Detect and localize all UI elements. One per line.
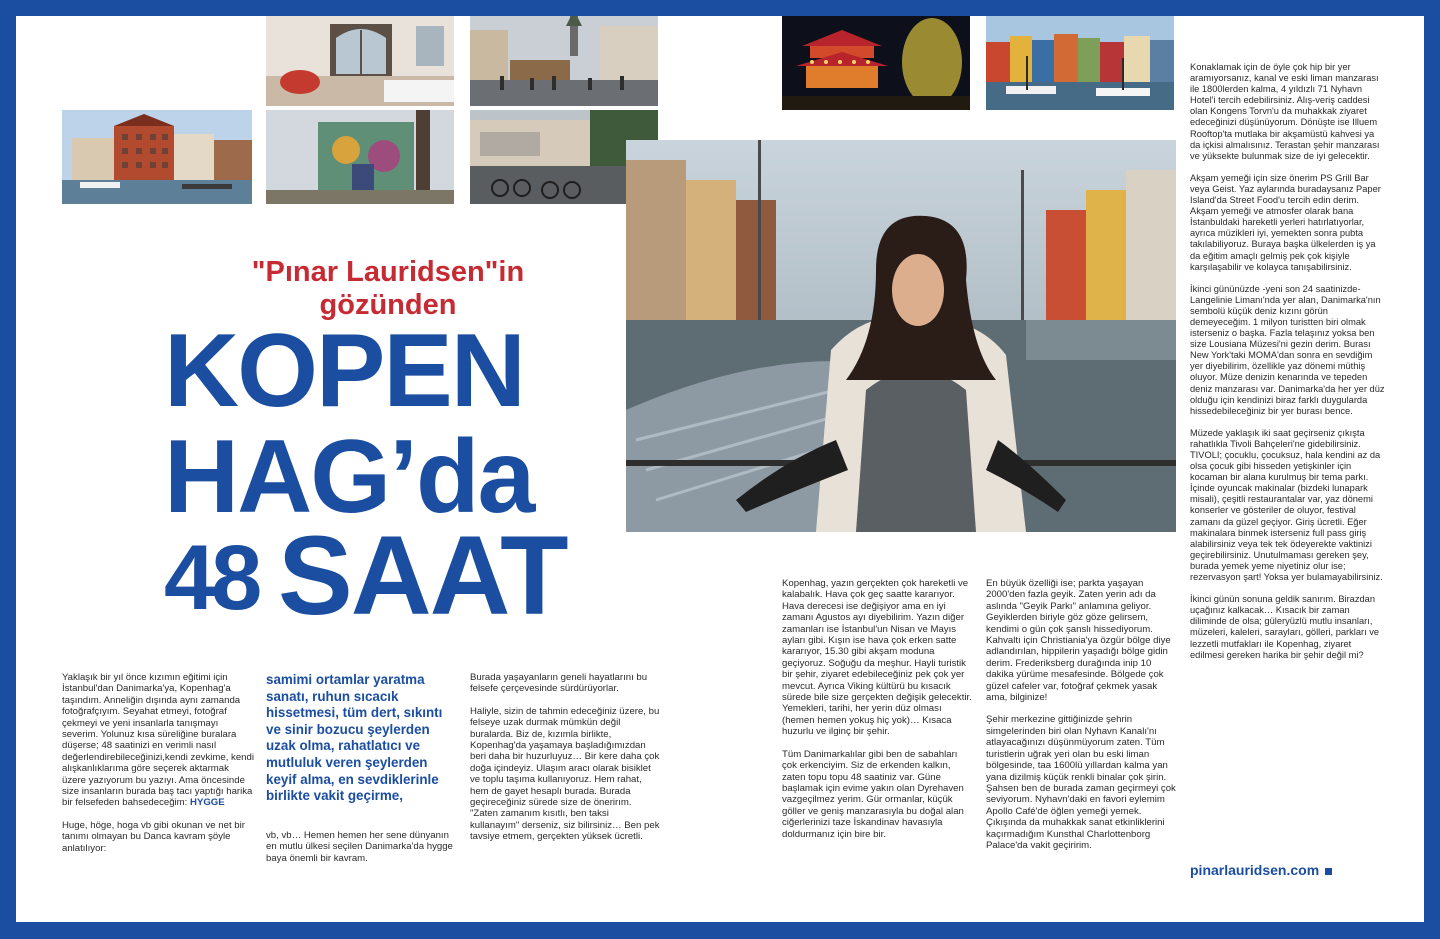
title-line-saat: SAAT: [278, 513, 567, 638]
harbor-warehouses-photo: [62, 110, 252, 204]
column-1-paragraph-2: Huge, höge, hoga vb gibi okunan ve net bir tanımı olmayan bu Danca kavram şöyle anlatılıyor:: [62, 819, 245, 854]
column-6-paragraph-1: Konaklamak için de öyle çok hip bir yer aramıyorsanız, kanal ve eski liman manzarası ile 1800lerden kalma, 4 yıldızlı 71 Nyhavn Hotel'i tercih edebilirsiniz. Alış-veriş caddesi olan Kongens Torvn'u da muhakkak ziyaret edeceğinizi düşünüyorum. Dönüşte ise Illuem Rooftop'ta mutlaka bir akşamüstü kahvesi ya da içkisi almalısınız. Terastan şehir manzarası ve yüksekte bulunmak size de iyi gelecektir.: [1190, 62, 1380, 161]
subtitle-line-1: "Pınar Lauridsen"in: [251, 256, 525, 288]
column-6-paragraph-5: İkinci günün sonuna geldik sanırım. Birazdan uçağınız kalkacak… Kısacık bir zaman diliminde de olsa; güleryüzlü mutlu insanları, müzeleri, kaleleri, sarayları, gölleri, parkları ve lezzetli mutfakları ile Kopenhag, ziyaret edilmesi gereken harika bir şehir değil mi?: [1190, 594, 1380, 660]
title-line-hagda: HAG’da: [164, 419, 534, 535]
article-column-5: [986, 578, 1176, 862]
hygge-highlight: HYGGE: [190, 797, 225, 809]
magazine-spread: [16, 16, 1424, 922]
christiania-mural-photo: [266, 110, 454, 204]
article-column-3: [470, 672, 660, 854]
column-1-paragraph-1: [62, 672, 254, 809]
end-mark-square-icon: [1325, 868, 1332, 875]
title-line-kopen: KOPEN: [164, 313, 524, 429]
subtitle-line-2: gözünden: [319, 289, 457, 321]
column-3-paragraph-2: Haliyle, sizin de tahmin edeceğiniz üzere, bu felseye uzak durmak mümkün değil buralarda. Biz de, kızımla birlikte, Kopenhag'da yaşamaya başladığımızdan beri daha bir huzurluyuz… Bir kere daha çok doğa içindeyiz. Ulaşım aracı olarak bisiklet ve toplu taşıma kullanıyoruz. Hem rahat, hem de gayet hesaplı burada. Burada geçireceğiniz sürede size de önerirım. "Zaten zamanım kısıtlı, ben taksi kullanayım" derseniz, siz bilirsiniz… Ben pek tavsiye etmem, gerçekten yüksek ücretli.: [470, 705, 660, 843]
column-4-paragraph-2: Tüm Danimarkalılar gibi ben de sabahları çok erkenciyim. Siz de erkenden kalkın, zaten topu topu 48 saatiniz var. Güne başlamak için evime yakın olan Dyrehaven vazgeçilmez yerim. Gür ormanlar, küçük göller ve geniş manzarasıyla bu doğal alan ciğerlerinizi taze İskandinav havasıyla doldurmanız için bire bir.: [782, 748, 964, 840]
column-6-paragraph-4: Müzede yaklaşık iki saat geçirseniz çıkışta rahatlıkla Tivoli Bahçeleri'ne gidebilirsiniz. TIVOLI; çocuklu, çocuksuz, hala kendini az da olsa çocuk gibi hisseden yetişkinler için kocaman bir alana kurulmuş bir tema parkı. İçinde oyuncak makinalar (bizdeki lunapark misali), çeşitli restaurantalar var, yaz dönemi konserler ve gösteriler de oluyor, festival zamanı da güzel geçiyor. Giriş ücretli. Eğer makinalara binmek isterseniz full pass giriş alabilirsiniz veya tek tek ödeyerekte vaktinizi geçirebilirsiniz. Unutulmaması gereken şey, burada yemek yeme niyetiniz olur ise; rezervasyon şart! Yoksa yer bulamayabilirsiniz.: [1190, 427, 1383, 583]
portrait-at-canal-photo: [626, 140, 1176, 532]
column-1-intro-text: Yaklaşık bir yıl önce kızımın eğitimi için İstanbul'dan Danimarka'ya, Kopenhag'a taşındım. Anneliğin dışında aynı zamanda fotoğrafçıyım. Seyahat etmeyi, fotoğraf çekmeyi ve yeni insanlarla tanışmayı severim. Yolunuz kısa süreliğine buralara düşerse; 48 saatinizi en verimli nasıl değerlendirebileceğinizi,kendi zevkime, kendi alışkanlıklarıma göre seçerek aktarmak üzere yazıyorum bu yazıyı. Ama öncesinde size insanların burada baş tacı yaptığı harika bir felsefeden bahsedeceğim:: [62, 672, 254, 809]
column-6-paragraph-3: İkinci gününüzde -yeni son 24 saatinizde- Langelinie Limanı'nda yer alan, Danimarka'nın sembolü küçük deniz kızını görün demeyeceğim. 1 milyon turistten biri olmak isterseniz o başka. Fazla telaşınız yoksa ben size Lousiana Müzesi'ni gezin derim. Burası New York'taki MOMA'dan sonra en sevdiğim yer diyebilirim, özellikle yaz dönemi müthiş oluyor. Müze denizin kenarında ve tepeden deniz manzarası var. Danimarka'da her yer düz olduğu için kendinizi biraz farklı duygularda hissedebileceğiniz bir yer burası bence.: [1190, 283, 1385, 416]
column-2-after-quote: vb, vb… Hemen hemen her sene dünyanın en mutlu ülkesi seçilen Danimarka'da hygge baya önemli bir kavram.: [266, 830, 453, 864]
article-column-4: [782, 578, 972, 851]
column-4-paragraph-1: Kopenhag, yazın gerçekten çok hareketli ve kalabalık. Hava çok geç saatte kararıyor. Hava derecesi ise değişiyor ama en iyi zamanı Agustos ayı diyebilirim. Yazın diğer zamanları ise İstanbul'un Nisan ve Mayıs ayları gibi. Kışın ise hava çok erken satte kararıyor, 15.30 gibi akşam moduna geçiyoruz. Soğuğu da meşhur. Hayli turistik bir şehir, ziyaret edebileceğiniz pek çok yer mevcut. Ayrıca Viking kültürü bu kısacık sürede bile size gerçekten değişik gelecektir. Yemekleri, tarihi, her yerin düz olması (hemen hemen yokuş hiç yok)… Kısaca huzurlu ve ilginç bir şehir.: [782, 578, 972, 738]
article-column-1: [62, 672, 254, 865]
column-3-paragraph-1: Burada yaşayanların geneli hayatlarını bu felsefe çerçevesinde sürdürüyorlar.: [470, 672, 648, 695]
website-link[interactable]: pinarlauridsen.com: [1190, 862, 1320, 878]
nyhavn-colorful-houses-photo: [986, 16, 1174, 110]
column-5-paragraph-2: Şehir merkezine gittiğinizde şehrin simgelerinden biri olan Nyhavn Kanalı'nı atlayacağınızı düşünmüyorum zaten. Tüm turistlerin uğrak yeri olan bu eski liman bölgesinde, taa 1600lü yıllardan kalma yan yana dizilmiş küçük renkli binalar çok şirin. Şahsen ben de burada zaman geçirmeyi çok seviyorum. Nyhavn'daki en favori eylemim Apollo Café'de öğlen yemeği yemek. Çıkışında da muhakkak sanat etkinliklerini kaçırmadığım Kunsthal Charlottenborg Palace'da vakit geçiririm.: [986, 714, 1176, 851]
title-line-48: 48: [164, 527, 259, 629]
tivoli-night-photo: [782, 16, 970, 110]
article-column-6: [1190, 62, 1386, 672]
pull-quote: samimi ortamlar yaratma sanatı, ruhun sıcacık hissetmesi, tüm dert, sıkıntı ve sinir bozucu şeylerden uzak olma, rahatlatıcı ve mutluluk veren şeylerden keyif alma, en sevdiklerinle birlikte vakit geçirme,: [266, 672, 443, 804]
column-5-paragraph-1: En büyük özelliği ise; parkta yaşayan 2000'den fazla geyik. Zaten yerin adı da aslında "Geyik Parkı" anlamına geliyor. Geyiklerden biriyle göz göze gelirsem, kendimi o gün çok şanslı hissediyorum. Kahvaltı için Christiania'ya özgür bölge diye adlandırılan, hippilerin yaşadığı bölge gidin derim. Frederiksberg durağında inip 10 dakika yürüme mesafesinde. Bölgede çok güzel cafeler var, fotoğraf çekmek yasak ama, bilginize!: [986, 578, 1171, 704]
christmas-market-photo: [470, 16, 658, 106]
hotel-room-photo: [266, 16, 454, 106]
column-6-paragraph-2: Akşam yemeği için size önerim PS Grill Bar veya Geist. Yaz aylarında buradaysanız Paper Island'da Street Food'u tercih edin derim. Akşam yemeği ve atmosfer olarak bana İstanbuldaki hareketli yerleri hatırlatıyorlar, ayrıca müzikleri iyi, yemekten sonra pubta takılabiliyoruz. Buraya başka ülkelerden iş ya da eğitim amaçlı gelmiş pek çok kişiyle karşılaşabilir ve kolayca tanışabilirsiniz.: [1190, 172, 1381, 272]
website-footer[interactable]: [1190, 862, 1332, 878]
